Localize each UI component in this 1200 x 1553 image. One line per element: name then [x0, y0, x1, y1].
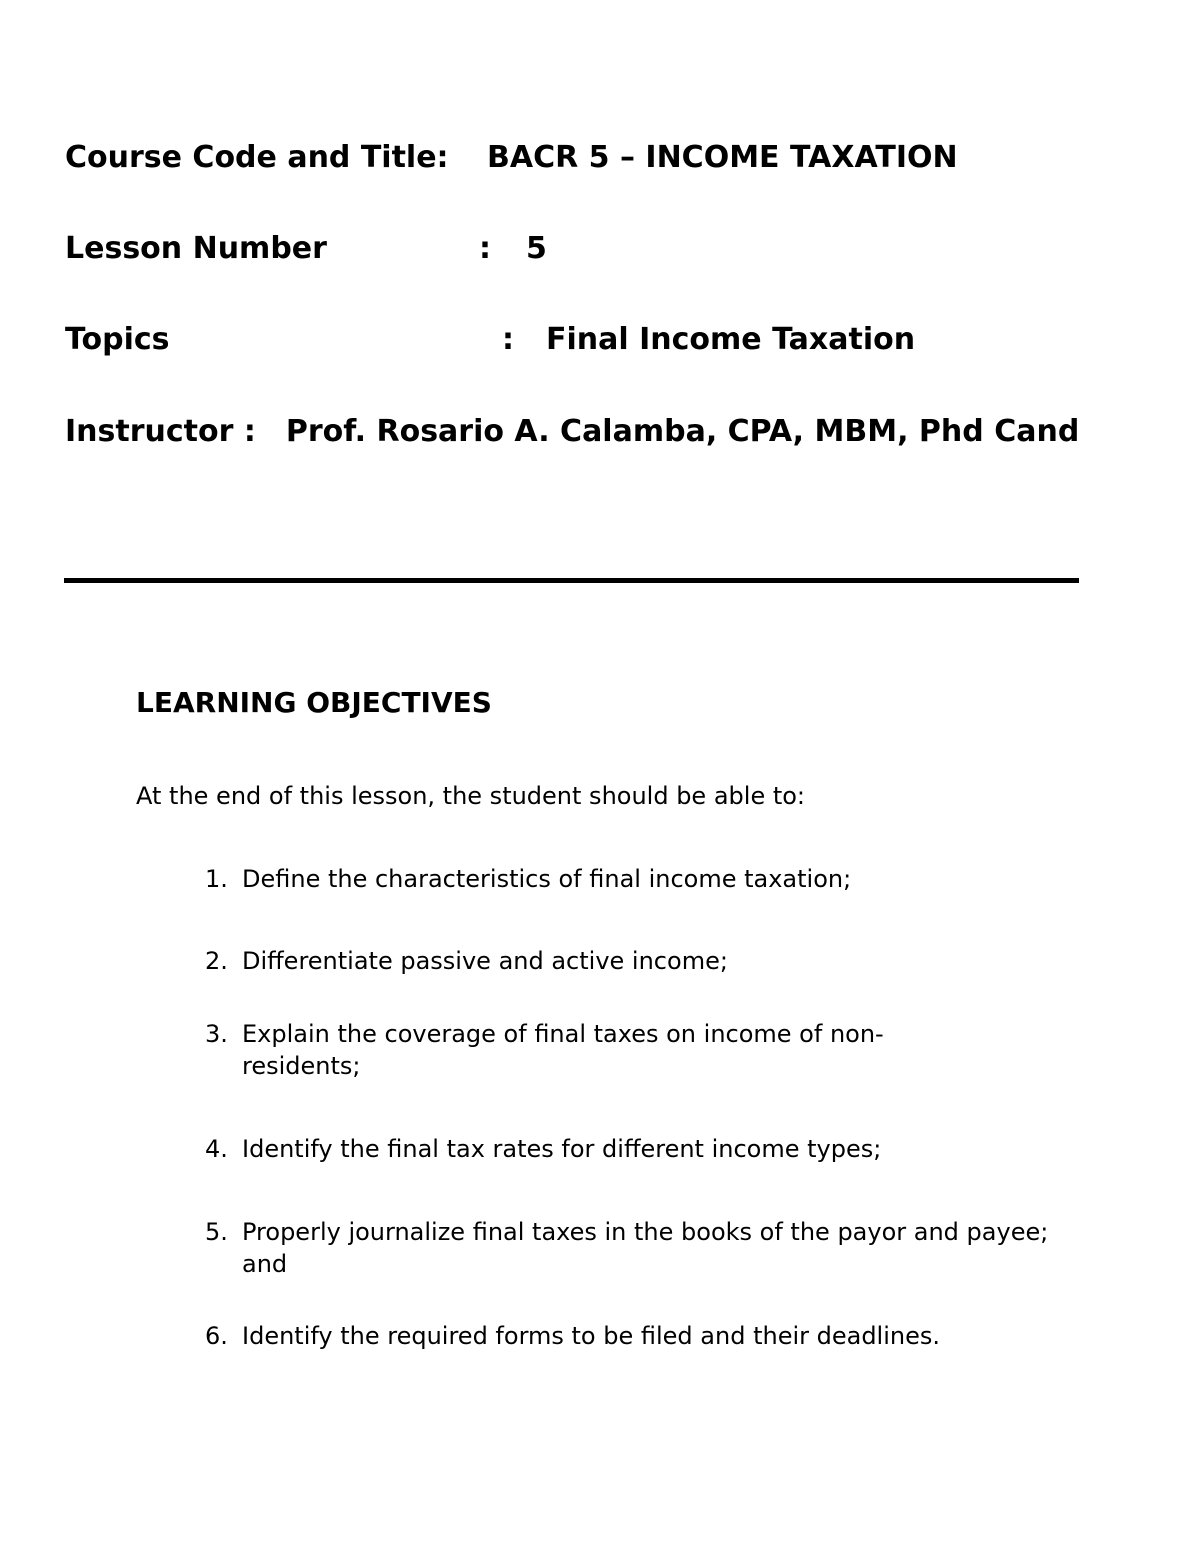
lesson-number-line [65, 231, 547, 267]
objective-text: Differentiate passive and active income; [242, 947, 728, 975]
lesson-number-colon: : [479, 231, 491, 266]
objective-text: Explain the coverage of final taxes on income of non-residents; [242, 1020, 884, 1080]
objective-item-5 [205, 1216, 1075, 1280]
objective-text: Identify the required forms to be filed and their deadlines. [242, 1322, 941, 1350]
horizontal-divider [64, 578, 1079, 583]
instructor-label: Instructor : [65, 414, 256, 449]
topics-colon: : [502, 322, 514, 357]
objective-number: 4. [205, 1135, 228, 1163]
objective-number: 2. [205, 947, 228, 975]
course-code-line [65, 140, 958, 176]
instructor-value: Prof. Rosario A. Calamba, CPA, MBM, Phd Cand [285, 414, 1080, 449]
topics-value: Final Income Taxation [546, 322, 916, 357]
objective-text: Identify the final tax rates for different income types; [242, 1135, 882, 1163]
objective-item-2 [205, 945, 1085, 977]
objective-number: 5. [205, 1218, 228, 1246]
objective-number: 6. [205, 1322, 228, 1350]
instructor-line [65, 414, 1085, 450]
lesson-number-value: 5 [526, 231, 547, 266]
objective-text: Properly journalize final taxes in the books of the payor and payee; and [242, 1218, 1049, 1278]
topics-line [65, 322, 916, 358]
topics-label: Topics [65, 322, 170, 357]
objective-item-3 [205, 1018, 950, 1082]
course-code-label: Course Code and Title: [65, 140, 449, 175]
objective-text: Define the characteristics of final income taxation; [242, 865, 852, 893]
objective-number: 1. [205, 865, 228, 893]
objective-item-6 [205, 1320, 1085, 1352]
lesson-number-label: Lesson Number [65, 231, 327, 266]
objective-item-1 [205, 863, 1085, 895]
course-code-value: BACR 5 – INCOME TAXATION [487, 140, 958, 175]
objectives-intro: At the end of this lesson, the student should be able to: [136, 782, 806, 810]
objective-number: 3. [205, 1020, 228, 1048]
learning-objectives-heading: LEARNING OBJECTIVES [136, 686, 492, 719]
objective-item-4 [205, 1133, 1085, 1165]
